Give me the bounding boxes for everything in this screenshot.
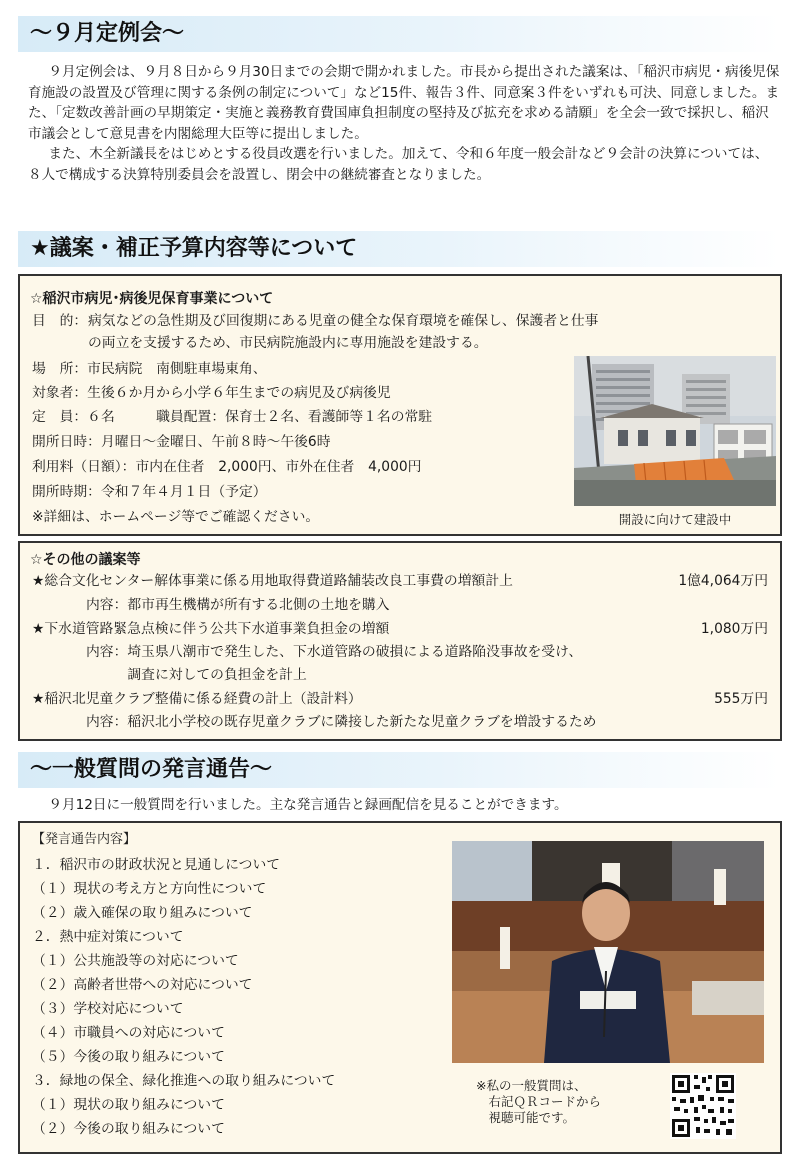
speaker-image <box>452 841 764 1063</box>
section-title-september-session: ～９月定例会～ <box>18 16 780 52</box>
fee-line: 利用料（日額）：市内在住者 2,000円、市外在住者 4,000円 <box>32 459 422 475</box>
bill-item-3-detail: 内容：稲沢北小学校の既存児童クラブに隣接した新たな児童クラブを増設するため <box>86 714 597 730</box>
questions-heading: 【発言通告内容】 <box>32 832 137 847</box>
question-item: （２）高齢者世帯への対応について <box>32 977 253 993</box>
assembly-speech-photo <box>452 841 764 1063</box>
bill-item-2-name: ★下水道管路緊急点検に伴う公共下水道事業負担金の増額 <box>32 621 390 637</box>
question-item: ３．緑地の保全、緑化推進への取り組みについて <box>32 1073 336 1089</box>
question-item: （３）学校対応について <box>32 1001 184 1017</box>
bill-item-1-detail: 内容：都市再生機構が所有する北側の土地を購入 <box>86 597 390 613</box>
question-item: （２）今後の取り組みについて <box>32 1121 225 1137</box>
question-item: （５）今後の取り組みについて <box>32 1049 225 1065</box>
questions-intro-text: ９月12日に一般質問を行いました。主な発言通告と録画配信を見ることができます。 <box>48 797 568 813</box>
capacity-line: 定 員：６名 職員配置：保育士２名、看護師等１名の常駐 <box>32 409 433 425</box>
bill-item-2-detail-1: 内容：埼玉県八潮市で発生した、下水道管路の破損による道路陥没事故を受け、 <box>86 644 583 660</box>
question-item: （４）市職員への対応について <box>32 1025 225 1041</box>
section-title-general-questions: ～一般質問の発言通告～ <box>18 752 780 788</box>
question-item: １．稲沢市の財政状況と見通しについて <box>32 857 281 873</box>
opening-date-line: 開所時期：令和７年４月１日（予定） <box>32 484 267 500</box>
question-item: （１）現状の取り組みについて <box>32 1097 225 1113</box>
qr-code-icon[interactable] <box>670 1073 736 1139</box>
bill-item-1-amount: 1億4,064万円 <box>678 573 768 589</box>
qr-note-line-2: 右記ＱＲコードから <box>476 1094 602 1109</box>
purpose-line-1: 病気などの急性期及び回復期にある児童の健全な保育環境を確保し、保護者と仕事 <box>88 313 599 329</box>
details-note-line: ※詳細は、ホームページ等でご確認ください。 <box>32 509 320 525</box>
session-summary <box>28 62 780 185</box>
purpose-label: 目 的： <box>32 313 88 329</box>
childcare-box-title: ☆稲沢市病児･病後児保育事業について <box>30 291 274 307</box>
questions-intro <box>28 795 780 816</box>
question-item: （２）歳入確保の取り組みについて <box>32 905 253 921</box>
question-item: ２．熱中症対策について <box>32 929 184 945</box>
childcare-project-box <box>18 274 782 536</box>
bill-item-3-name: ★稲沢北児童クラブ整備に係る経費の計上（設計料） <box>32 691 362 707</box>
qr-note-line-1: ※私の一般質問は、 <box>476 1078 587 1093</box>
photo-caption: 開設に向けて建設中 <box>618 512 732 527</box>
qr-note-line-3: 視聴可能です。 <box>476 1110 576 1125</box>
section-title-bills: ★議案・補正予算内容等について <box>18 231 780 267</box>
bill-item-1-name: ★総合文化センター解体事業に係る用地取得費道路舗装改良工事費の増額計上 <box>32 573 513 589</box>
target-line: 対象者：生後６か月から小学６年生までの病児及び病後児 <box>32 385 391 401</box>
questions-box <box>18 821 782 1154</box>
qr-note <box>476 1078 601 1126</box>
bill-item-2-amount: 1,080万円 <box>700 621 768 637</box>
qr-code-graphic <box>670 1073 736 1139</box>
purpose-line-2: の両立を支援するため、市民病院施設内に専用施設を建設する。 <box>88 335 488 351</box>
location-line: 場 所：市民病院 南側駐車場東角、 <box>32 361 267 377</box>
question-item: （１）現状の考え方と方向性について <box>32 881 267 897</box>
construction-site-image <box>574 356 776 506</box>
question-item: （１）公共施設等の対応について <box>32 953 239 969</box>
summary-paragraph-1: ９月定例会は、９月８日から９月30日までの会期で開かれました。市長から提出された議案は、「稲沢市病児・病後児保育施設の設置及び管理に関する条例の制定について」など15件、報告３件、同意案３件をいずれも可決、同意しました。また、「定数改善計画の早期策定・実施と義務教育費国庫負担制度の堅持及び拡充を求める請願」を全会一致で採択し、稲沢市議会として意見書を内閣総理大臣等に提出しました。 <box>28 64 780 142</box>
opening-hours-line: 開所日時：月曜日～金曜日、午前８時～午後6時 <box>32 434 331 450</box>
other-bills-box <box>18 541 782 741</box>
construction-photo <box>574 356 776 506</box>
bill-item-2-detail-2: 調査に対しての負担金を計上 <box>86 667 307 683</box>
summary-paragraph-2: また、木全新議長をはじめとする役員改選を行いました。加えて、令和６年度一般会計など９会計の決算については、８人で構成する決算特別委員会を設置し、閉会中の継続審査となりました。 <box>28 146 769 183</box>
bill-item-3-amount: 555万円 <box>714 691 768 707</box>
other-bills-title: ☆その他の議案等 <box>30 552 141 568</box>
